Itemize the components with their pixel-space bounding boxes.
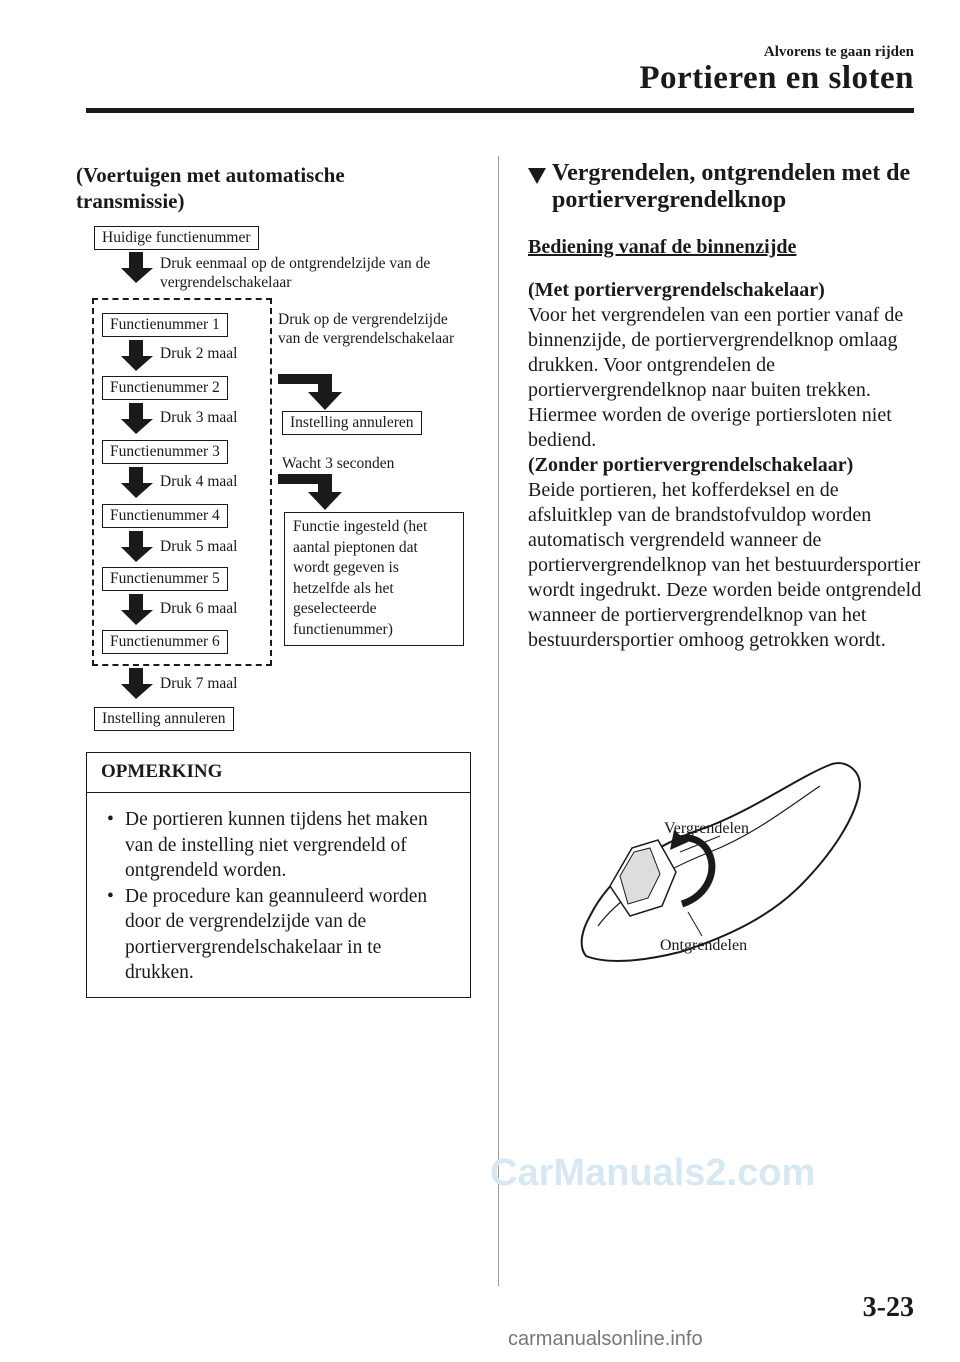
press-count-4: Druk 4 maal	[160, 473, 238, 490]
with-switch-heading: (Met portiervergrendelschakelaar)	[528, 279, 825, 301]
press-count-6: Druk 6 maal	[160, 600, 238, 617]
function-box-1: Functienummer 1	[102, 313, 228, 337]
note-item-2: De procedure kan geannuleerd worden door de vergrendelzijde van de portiervergrendelschakelaar in te drukken.	[125, 885, 428, 983]
arrow-down-icon	[121, 340, 155, 372]
flow-start-box: Huidige functienummer	[94, 226, 259, 250]
without-switch-text: Beide portieren, het kofferdeksel en de afsluitklep van de brandstofvuldop worden automatisch vergrendeld wanneer de portiervergrendelknop van het bestuurdersportier wordt ingedrukt. Deze worden beide ontgrendeld wanneer de portiervergrendelknop van het bestuurdersportier omhoog getrokken wordt.	[528, 479, 922, 651]
section-name: Alvorens te gaan rijden	[763, 44, 914, 60]
function-box-4: Functienummer 4	[102, 504, 228, 528]
arrow-down-icon	[121, 668, 155, 700]
page-title: Portieren en sloten	[639, 60, 914, 96]
arrow-down-icon	[121, 467, 155, 499]
bullet-icon: •	[107, 885, 114, 907]
right-subheading: Bediening vanaf de binnenzijde	[528, 236, 797, 258]
function-box-5: Functienummer 5	[102, 567, 228, 591]
note-box	[86, 752, 471, 998]
watermark-logo: CarManuals2.com	[490, 1152, 816, 1194]
bent-arrow-icon	[278, 470, 358, 512]
side-cancel-box: Instelling annuleren	[282, 411, 422, 435]
arrow-down-icon	[121, 403, 155, 435]
lock-label: Vergrendelen	[664, 820, 749, 837]
function-box-2: Functienummer 2	[102, 376, 228, 400]
arrow-down-icon	[121, 531, 155, 563]
function-set-box: Functie ingesteld (het aantal pieptonen dat wordt gegeven is hetzelfde als het geselecteerde functienummer)	[284, 512, 464, 646]
column-divider	[498, 156, 499, 1286]
press-count-2: Druk 2 maal	[160, 345, 238, 362]
press-count-5: Druk 5 maal	[160, 538, 238, 555]
flow-first-press: Druk eenmaal op de ontgrendelzijde van de vergrendelschakelaar	[160, 255, 431, 291]
list-item	[103, 884, 452, 986]
flow-cancel-box: Instelling annuleren	[94, 707, 234, 731]
page-number: 3-23	[862, 1292, 914, 1323]
arrow-down-icon	[121, 594, 155, 626]
right-section-title: Vergrendelen, ontgrendelen met de portiervergrendelknop	[552, 160, 911, 213]
note-list	[87, 807, 470, 986]
left-section-title: (Voertuigen met automatische transmissie)	[76, 163, 345, 213]
right-body	[528, 278, 923, 653]
press-count-7: Druk 7 maal	[160, 675, 238, 692]
watermark-url: carmanualsonline.info	[508, 1328, 703, 1350]
arrow-down-icon	[121, 252, 155, 284]
unlock-label: Ontgrendelen	[660, 937, 748, 954]
flow-wait: Wacht 3 seconden	[282, 455, 395, 472]
function-box-3: Functienummer 3	[102, 440, 228, 464]
note-heading: OPMERKING	[87, 753, 470, 793]
header-rule	[86, 108, 914, 113]
with-switch-text: Voor het vergrendelen van een portier vanaf de binnenzijde, de portiervergrendelknop omlaag drukken. Voor ontgrendelen de portiervergrendelknop naar buiten trekken. Hiermee worden de overige portiersloten niet bediend.	[528, 304, 904, 451]
flow-side-press: Druk op de vergrendelzijde van de vergrendelschakelaar	[278, 311, 455, 347]
note-item-1: De portieren kunnen tijdens het maken van de instelling niet vergrendeld of ontgrendeld worden.	[125, 809, 428, 881]
bullet-icon: •	[107, 809, 114, 830]
without-switch-heading: (Zonder portiervergrendelschakelaar)	[528, 454, 854, 476]
function-box-6: Functienummer 6	[102, 630, 228, 654]
list-item	[103, 807, 452, 884]
press-count-3: Druk 3 maal	[160, 409, 238, 426]
bent-arrow-icon	[278, 370, 358, 412]
